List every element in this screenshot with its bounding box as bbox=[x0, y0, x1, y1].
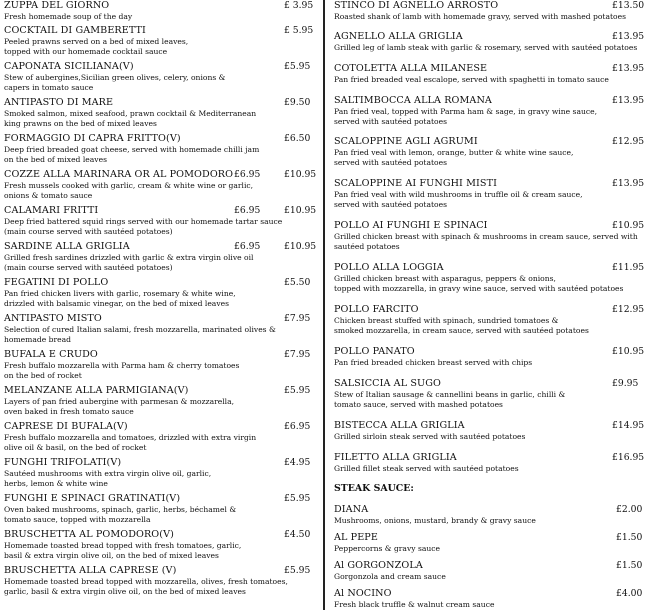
dish-name: SARDINE ALLA GRIGLIA bbox=[4, 241, 130, 252]
dish-description: Fresh mussels cooked with garlic, cream & white wine or garlic, onions & tomato sauce bbox=[4, 181, 254, 200]
dish-price: £5.95 bbox=[284, 61, 311, 72]
dish-name: AGNELLO ALLA GRIGLIA bbox=[334, 31, 463, 42]
dish-price: £6.95 bbox=[284, 421, 311, 432]
dish-description: Roasted shank of lamb with homemade gravy, served with mashed potatoes bbox=[334, 12, 627, 21]
dish-price: £13.95 bbox=[612, 95, 645, 106]
dish-name: POLLO PANATO bbox=[334, 346, 415, 357]
dish-price: £5.95 bbox=[284, 493, 311, 504]
dish-price: £ 3.95 bbox=[284, 0, 314, 11]
dish-description: Grilled chicken breast with asparagus, peppers & onions, topped with mozzarella, in gravy wine sauce, served with sautéed potatoes bbox=[334, 274, 624, 293]
dish-description: Smoked salmon, mixed seafood, prawn cocktail & Mediterranean king prawns on the bed of mixed leaves bbox=[4, 109, 257, 128]
dish-description: Peeled prawns served on a bed of mixed leaves, topped with our homemade cocktail sauce bbox=[4, 37, 189, 56]
dish-name: Al GORGONZOLA bbox=[334, 560, 423, 571]
dish-name: BUFALA E CRUDO bbox=[4, 349, 98, 360]
dish-name: BRUSCHETTA AL POMODORO(V) bbox=[4, 529, 174, 540]
dish-price: £5.95 bbox=[284, 565, 311, 576]
dish-name: COTOLETTA ALLA MILANESE bbox=[334, 63, 488, 74]
dish-description: Chicken breast stuffed with spinach, sundried tomatoes & smoked mozzarella, in cream sauce, served with sautéed potatoes bbox=[334, 316, 589, 335]
dish-price: £4.95 bbox=[284, 457, 311, 468]
dish-name: Al NOCINO bbox=[334, 588, 392, 599]
dish-name: FUNGHI TRIFOLATI(V) bbox=[4, 457, 122, 468]
dish-name: POLLO AI FUNGHI E SPINACI bbox=[334, 220, 488, 231]
dish-description: Stew of Italian sausage & cannellini beans in garlic, chilli & tomato sauce, served with mashed potatoes bbox=[334, 390, 566, 409]
dish-name: FEGATINI DI POLLO bbox=[4, 277, 109, 288]
dish-price: £14.95 bbox=[612, 420, 645, 431]
dish-name: AL PEPE bbox=[334, 532, 378, 543]
dish-description: Grilled fresh sardines drizzled with garlic & extra virgin olive oil (main course served with sautéed potatoes) bbox=[4, 253, 254, 272]
dish-name: SALSICCIA AL SUGO bbox=[334, 378, 441, 389]
dish-name: CALAMARI FRITTI bbox=[4, 205, 99, 216]
dish-price: £7.95 bbox=[284, 349, 311, 360]
dish-price: £13.95 bbox=[612, 31, 645, 42]
dish-description: Deep fried battered squid rings served with our homemade tartar sauce (main course served with sautéed potatoes) bbox=[4, 217, 283, 236]
dish-price-main-course: £10.95 bbox=[284, 241, 317, 252]
dish-name: ANTIPASTO MISTO bbox=[4, 313, 102, 324]
dish-price: £6.95 bbox=[234, 241, 261, 252]
dish-price: £7.95 bbox=[284, 313, 311, 324]
dish-price: £16.95 bbox=[612, 452, 645, 463]
dish-name: COZZE ALLA MARINARA OR AL POMODORO bbox=[4, 169, 234, 180]
dish-name: BRUSCHETTA ALLA CAPRESE (V) bbox=[4, 565, 177, 576]
dish-price: £13.50 bbox=[612, 0, 645, 11]
dish-price: £11.95 bbox=[612, 262, 645, 273]
dish-description: Pan fried veal with wild mushrooms in truffle oil & cream sauce, served with sautéed potatoes bbox=[334, 190, 583, 209]
dish-description: Grilled chicken breast with spinach & mushrooms in cream sauce, served with sautéed potatoes bbox=[334, 232, 638, 251]
dish-name: CAPRESE DI BUFALA(V) bbox=[4, 421, 128, 432]
dish-price: £10.95 bbox=[612, 346, 645, 357]
dish-name: FORMAGGIO DI CAPRA FRITTO(V) bbox=[4, 133, 181, 144]
dish-name: CAPONATA SICILIANA(V) bbox=[4, 61, 134, 72]
dish-price: £5.50 bbox=[284, 277, 311, 288]
dish-name: COCKTAIL DI GAMBERETTI bbox=[4, 25, 146, 36]
dish-price: £10.95 bbox=[612, 220, 645, 231]
dish-name: DIANA bbox=[334, 504, 369, 515]
dish-price: £6.50 bbox=[284, 133, 311, 144]
dish-name: STINCO DI AGNELLO ARROSTO bbox=[334, 0, 499, 11]
dish-price: £5.95 bbox=[284, 385, 311, 396]
dish-name: POLLO FARCITO bbox=[334, 304, 419, 315]
dish-description: Selection of cured Italian salami, fresh mozzarella, marinated olives & homemade bread bbox=[4, 325, 276, 344]
dish-price: £4.00 bbox=[616, 588, 643, 599]
dish-price: £4.50 bbox=[284, 529, 311, 540]
dish-price: £6.95 bbox=[234, 169, 261, 180]
dish-price: £2.00 bbox=[616, 504, 643, 515]
dish-name: ZUPPA DEL GIORNO bbox=[4, 0, 110, 11]
dish-description: Homemade toasted bread topped with mozzarella, olives, fresh tomatoes, garlic, basil & extra virgin olive oil, on the bed of mixed leaves bbox=[4, 577, 288, 596]
steak-sauce-heading: STEAK SAUCE: bbox=[334, 483, 414, 494]
dish-name: FILETTO ALLA GRIGLIA bbox=[334, 452, 457, 463]
dish-name: MELANZANE ALLA PARMIGIANA(V) bbox=[4, 385, 189, 396]
dish-description: Pan fried chicken livers with garlic, rosemary & white wine, drizzled with balsamic vinegar, on the bed of mixed leaves bbox=[4, 289, 236, 308]
dish-description: Pan fried breaded veal escalope, served with spaghetti in tomato sauce bbox=[334, 75, 609, 84]
dish-description: Sautéed mushrooms with extra virgin olive oil, garlic, herbs, lemon & white wine bbox=[4, 469, 212, 488]
dish-description: Pan fried breaded chicken breast served with chips bbox=[334, 358, 533, 367]
dish-name: POLLO ALLA LOGGIA bbox=[334, 262, 444, 273]
dish-description: Homemade toasted bread topped with fresh tomatoes, garlic, basil & extra virgin olive oil, on the bed of mixed leaves bbox=[4, 541, 242, 560]
column-divider bbox=[323, 0, 325, 610]
dish-description: Peppercorns & gravy sauce bbox=[334, 544, 441, 553]
dish-name: SALTIMBOCCA ALLA ROMANA bbox=[334, 95, 492, 106]
dish-price: £1.50 bbox=[616, 532, 643, 543]
dish-description: Pan fried veal with lemon, orange, butter & white wine sauce, served with sautéed potatoes bbox=[334, 148, 574, 167]
dish-price-main-course: £10.95 bbox=[284, 169, 317, 180]
dish-description: Fresh black truffle & walnut cream sauce bbox=[334, 600, 495, 609]
dish-description: Grilled sirloin steak served with sautéed potatoes bbox=[334, 432, 526, 441]
dish-name: BISTECCA ALLA GRIGLIA bbox=[334, 420, 465, 431]
dish-description: Pan fried veal, topped with Parma ham & sage, in gravy wine sauce, served with sautéed potatoes bbox=[334, 107, 598, 126]
dish-price: £13.95 bbox=[612, 178, 645, 189]
dish-name: FUNGHI E SPINACI GRATINATI(V) bbox=[4, 493, 181, 504]
dish-name: ANTIPASTO DI MARE bbox=[4, 97, 114, 108]
dish-price: £12.95 bbox=[612, 136, 645, 147]
dish-name: SCALOPPINE AGLI AGRUMI bbox=[334, 136, 478, 147]
dish-price: £1.50 bbox=[616, 560, 643, 571]
dish-price: £6.95 bbox=[234, 205, 261, 216]
dish-description: Fresh buffalo mozzarella with Parma ham & cherry tomatoes on the bed of rocket bbox=[4, 361, 240, 380]
dish-description: Oven baked mushrooms, spinach, garlic, herbs, béchamel & tomato sauce, topped with mozzarella bbox=[4, 505, 237, 524]
dish-description: Layers of pan fried aubergine with parmesan & mozzarella, oven baked in fresh tomato sauce bbox=[4, 397, 235, 416]
dish-price: £ 5.95 bbox=[284, 25, 314, 36]
dish-description: Stew of aubergines,Sicilian green olives, celery, onions & capers in tomato sauce bbox=[4, 73, 226, 92]
dish-price: £9.95 bbox=[612, 378, 639, 389]
dish-price-main-course: £10.95 bbox=[284, 205, 317, 216]
dish-price: £13.95 bbox=[612, 63, 645, 74]
dish-price: £12.95 bbox=[612, 304, 645, 315]
dish-description: Fresh buffalo mozzarella and tomatoes, drizzled with extra virgin olive oil & basil, on the bed of rocket bbox=[4, 433, 257, 452]
dish-description: Fresh homemade soup of the day bbox=[4, 12, 133, 21]
dish-description: Grilled fillet steak served with sautéed potatoes bbox=[334, 464, 519, 473]
dish-description: Grilled leg of lamb steak with garlic & rosemary, served with sautéed potatoes bbox=[334, 43, 638, 52]
dish-price: £9.50 bbox=[284, 97, 311, 108]
dish-description: Mushrooms, onions, mustard, brandy & gravy sauce bbox=[334, 516, 536, 525]
dish-name: SCALOPPINE AI FUNGHI MISTI bbox=[334, 178, 497, 189]
dish-description: Deep fried breaded goat cheese, served with homemade chilli jam on the bed of mixed leaves bbox=[4, 145, 260, 164]
dish-description: Gorgonzola and cream sauce bbox=[334, 572, 446, 581]
